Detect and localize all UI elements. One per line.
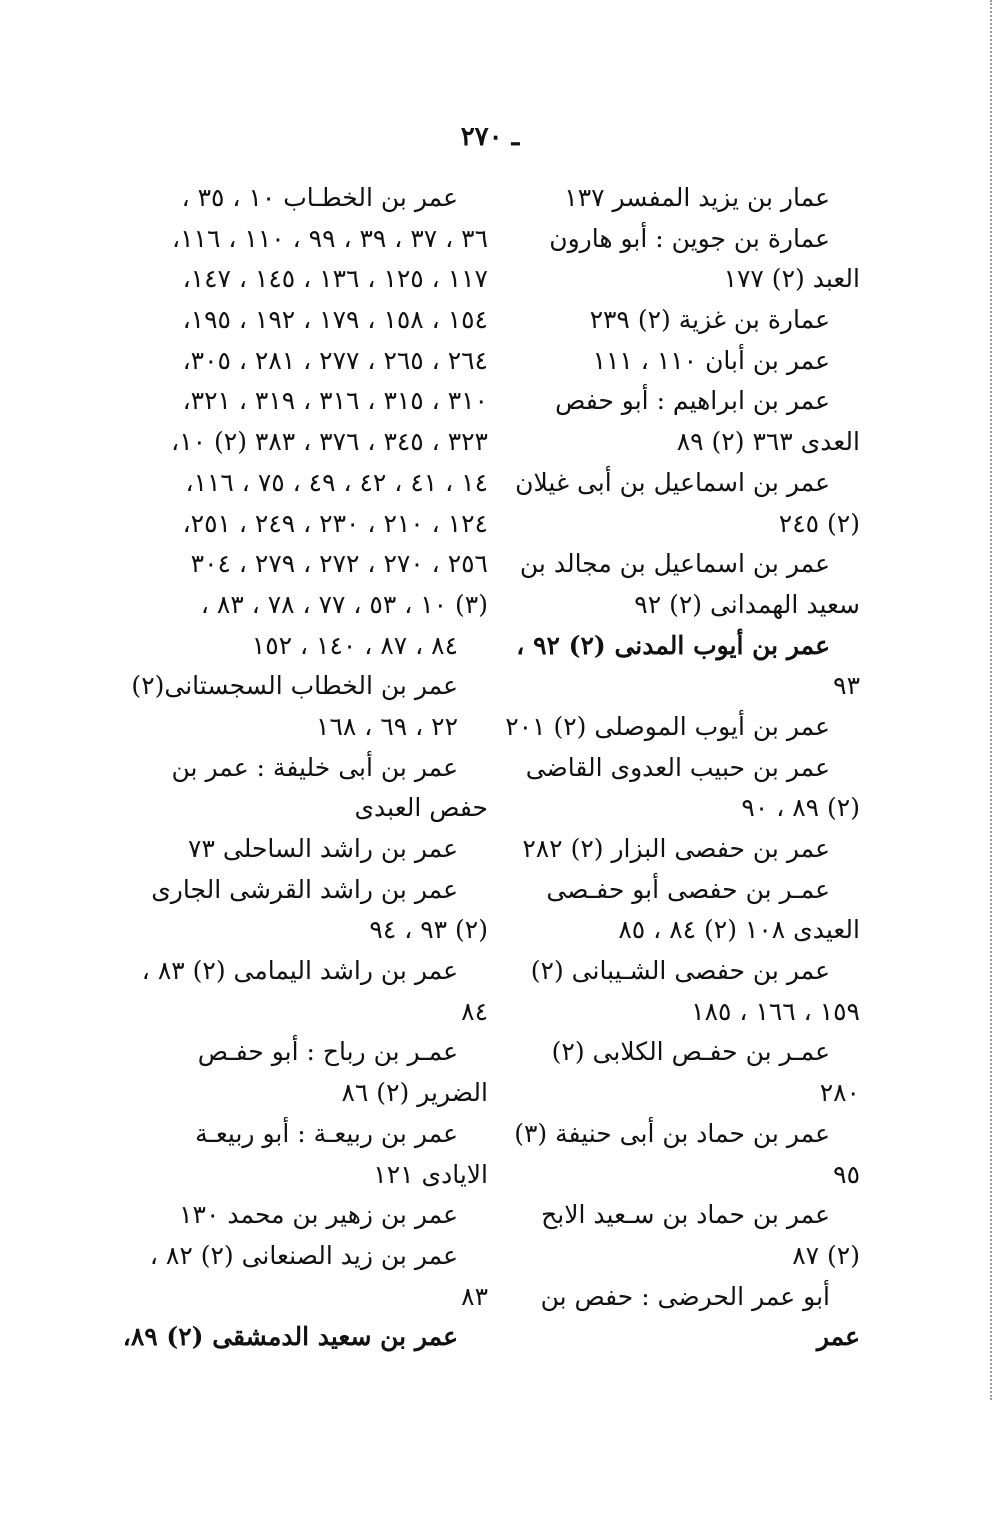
index-line: ٨٤ xyxy=(461,996,488,1026)
index-line: عمر بن الخطاب السجستانى(٢) xyxy=(131,671,458,701)
index-column-left xyxy=(122,178,488,1358)
index-line: الضرير (٢) ٨٦ xyxy=(341,1078,488,1108)
index-line: ٨٤ ، ٨٧ ، ١٤٠ ، ١٥٢ xyxy=(251,630,458,660)
index-line: عمر بن أبى خليفة : عمر بن xyxy=(171,752,458,782)
index-line: عمر بن ابراهيم : أبو حفص xyxy=(555,386,830,416)
index-line: ٣١٠ ، ٣١٥ ، ٣١٦ ، ٣١٩ ، ٣٢١، xyxy=(182,386,488,416)
index-line: ٩٣ xyxy=(833,671,860,701)
index-line: ١٤ ، ٤١ ، ٤٢ ، ٤٩ ، ٧٥ ، ١١٦، xyxy=(185,467,488,497)
index-line: عمر بن حفصى الشـيبانى (٢) xyxy=(530,956,830,986)
index-line: ٢٥٦ ، ٢٧٠ ، ٢٧٢ ، ٢٧٩ ، ٣٠٤ xyxy=(190,549,488,579)
index-line: عمر بن راشد القرشى الجارى xyxy=(151,874,458,904)
index-line: عمار بن يزيد المفسر ١٣٧ xyxy=(564,183,830,212)
index-line: عمر بن اسماعيل بن أبى غيلان xyxy=(515,467,830,497)
index-line: ٢٨٠ xyxy=(819,1078,860,1108)
index-line: عمـر بن رباح : أبو حفـص xyxy=(197,1037,458,1067)
index-line: عمـر بن حفصى أبو حفـصى xyxy=(546,874,830,904)
index-line: عمر بن أبان ١١٠ ، ١١١ xyxy=(592,345,830,375)
index-line: (٢) ٨٩ ، ٩٠ xyxy=(741,793,860,823)
index-line: ٢٢ ، ٦٩ ، ١٦٨ xyxy=(316,711,458,741)
index-line: عمر بن أيوب المدنى (٢) ٩٢ ، xyxy=(516,630,830,660)
index-line: عمر بن ربيعـة : أبو ربيعـة xyxy=(195,1118,458,1148)
index-line: عمر بن أيوب الموصلى (٢) ٢٠١ xyxy=(505,711,830,741)
index-line: عمر بن حماد بن أبى حنيفة (٣) xyxy=(514,1118,830,1148)
index-line: ١٥٤ ، ١٥٨ ، ١٧٩ ، ١٩٢ ، ١٩٥، xyxy=(182,305,488,335)
index-line: عمر بن اسماعيل بن مجالد بن xyxy=(519,549,830,579)
index-line: سعيد الهمدانى (٢) ٩٢ xyxy=(634,589,860,619)
index-line: ٨٣ xyxy=(461,1281,488,1311)
index-line: عمر بن زيد الصنعانى (٢) ٨٢ ، xyxy=(149,1240,458,1270)
index-line: ٣٦ ، ٣٧ ، ٣٩ ، ٩٩ ، ١١٠ ، ١١٦، xyxy=(172,223,488,253)
index-line: (٣) ١٠ ، ٥٣ ، ٧٧ ، ٧٨ ، ٨٣ ، xyxy=(200,589,488,619)
index-column-right xyxy=(505,178,860,1358)
index-line: ١٥٩ ، ١٦٦ ، ١٨٥ xyxy=(691,996,860,1026)
index-line: العدى ٣٦٣ (٢) ٨٩ xyxy=(676,427,860,457)
index-line: الايادى ١٢١ xyxy=(373,1159,488,1189)
index-line: ٣٢٣ ، ٣٤٥ ، ٣٧٦ ، ٣٨٣ (٢) ١٠، xyxy=(171,427,488,457)
index-line: عمـر بن حفـص الكلابى (٢) xyxy=(551,1037,830,1067)
page-number: ـ ٢٧٠ xyxy=(460,122,520,152)
index-line: عمر بن حماد بن سـعيد الابح xyxy=(541,1200,830,1230)
index-line: عمر بن حفصى البزار (٢) ٢٨٢ xyxy=(522,834,830,863)
index-line: أبو عمر الحرضى : حفص بن xyxy=(540,1281,830,1311)
index-line: عمر بن راشد الساحلى ٧٣ xyxy=(188,834,458,863)
index-line: ٢٦٤ ، ٢٦٥ ، ٢٧٧ ، ٢٨١ ، ٣٠٥، xyxy=(182,345,488,375)
index-line: العيدى ١٠٨ (٢) ٨٤ ، ٨٥ xyxy=(618,915,860,945)
index-line: حفص العبدى xyxy=(354,793,488,823)
scan-edge-line xyxy=(990,0,992,1400)
index-line: عمر xyxy=(816,1322,860,1352)
index-line: ١٢٤ ، ٢١٠ ، ٢٣٠ ، ٢٤٩ ، ٢٥١، xyxy=(182,508,488,538)
index-line: ٩٥ xyxy=(833,1159,860,1189)
index-line: (٢) ٨٧ xyxy=(792,1240,860,1270)
index-line: عمر بن حبيب العدوى القاضى xyxy=(525,752,830,782)
index-line: العبد (٢) ١٧٧ xyxy=(723,264,860,294)
index-line: عمارة بن غزية (٢) ٢٣٩ xyxy=(589,305,830,335)
index-line: (٢) ٢٤٥ xyxy=(778,508,860,538)
index-line: عمر بن زهير بن محمد ١٣٠ xyxy=(179,1200,458,1230)
index-line: عمر بن سعيد الدمشقى (٢) ٨٩، xyxy=(122,1322,458,1352)
index-line: (٢) ٩٣ ، ٩٤ xyxy=(369,915,488,945)
index-line: عمر بن الخطـاب ١٠ ، ٣٥ ، xyxy=(181,183,458,212)
index-line: ١١٧ ، ١٢٥ ، ١٣٦ ، ١٤٥ ، ١٤٧، xyxy=(182,264,488,294)
index-line: عمر بن راشد اليمامى (٢) ٨٣ ، xyxy=(141,956,458,986)
index-line: عمارة بن جوين : أبو هارون xyxy=(549,223,830,253)
